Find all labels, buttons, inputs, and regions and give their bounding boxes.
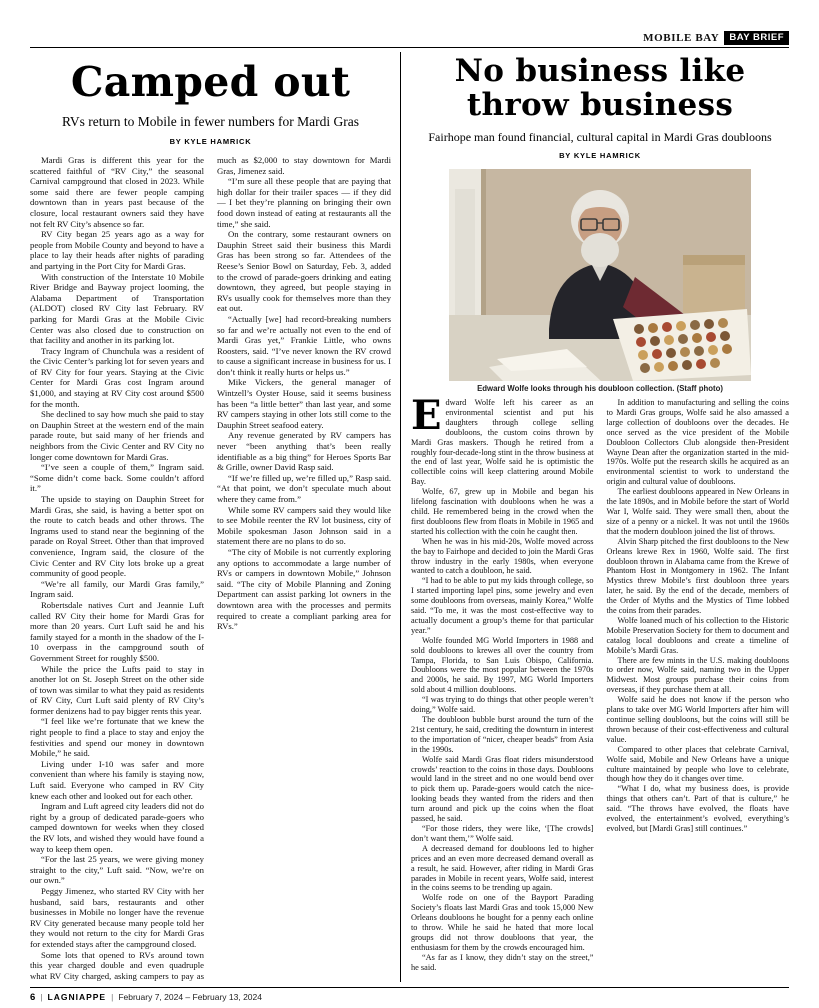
article-camped-out bbox=[30, 52, 400, 982]
body-paragraph: On the contrary, some restaurant owners on Dauphin Street said their business this Mardi Gras has been strong so far. Attendees of the Reese’s Senior Bowl on Saturday, Feb. 3, added to the crowd of parade-goers drinking and eating downtown, they agreed, but people staying in RVs usually cook for themselves more than they eat out. bbox=[217, 229, 391, 314]
body-paragraph: “What I do, what my business does, is provide things that others can’t. Part of that is culture,” he said. “The throws have evolved, the floats have evolved, the entertainment’s evolved, everything’s evolved, but [Mardi Gras] still continues.” bbox=[606, 784, 789, 833]
body-paragraph: While some RV campers said they would like to see Mobile reenter the RV lot business, city of Mobile spokesman Jason Johnson said in a statement there are no plans to do so. bbox=[217, 504, 391, 547]
body-paragraph: “I’ve seen a couple of them,” Ingram said. “Some didn’t come back. Some couldn’t afford it.” bbox=[30, 462, 204, 494]
footer-separator: | bbox=[40, 992, 43, 1002]
body-paragraph: Wolfe loaned much of his collection to the Historic Mobile Preservation Society for them to document and catalog local doubloons and create a timeline of Mobile’s Mardi Gras. bbox=[606, 615, 789, 655]
body-paragraph: In addition to manufacturing and selling the coins to Mardi Gras groups, Wolfe said he also amassed a large collection of doubloons over the decades. He once served as the vice president of the Mobile Doubloon Collectors Club alongside then-President Wayne Dean after the organization started in the mid-1970s. Wolfe put the research skills he acquired as an environmental scientist to work to understand the origin and cultural value of doubloons. bbox=[606, 398, 789, 487]
photo-caption: Edward Wolfe looks through his doubloon collection. (Staff photo) bbox=[477, 384, 723, 393]
footer-separator: | bbox=[111, 992, 114, 1002]
body-paragraph: Wolfe rode on one of the Bayport Parading Society’s floats last Mardi Gras and took 15,000 New Orleans doubloons he bought for a penny each online to throw. While he said he hated that more local groups did not throw doubloons that year, the enthusiasm for them by the crowds encouraged him. bbox=[411, 893, 594, 952]
footer-date-range: February 7, 2024 – February 13, 2024 bbox=[118, 992, 262, 1002]
body-paragraph: “As far as I know, they didn’t stay on the street,” he said. bbox=[411, 952, 594, 972]
body-paragraph: “I feel like we’re fortunate that we knew the right people to find a place to stay and enjoy the festivities and spend our money in downtown Mobile,” he said. bbox=[30, 716, 204, 759]
body-paragraph: When he was in his mid-20s, Wolfe moved across the bay to Fairhope and decided to join the Mardi Gras throw industry in the early 1980s, when everyone wanted to catch a doubloon, he said. bbox=[411, 536, 594, 576]
body-paragraph: She declined to say how much she paid to stay on Dauphin Street at the western end of the main parade route, but said many of her friends and neighbors from the Civic Center and RV City no longer come downtown for Mardi Gras. bbox=[30, 409, 204, 462]
body-paragraph: “I had to be able to put my kids through college, so I started importing lapel pins, some jewelry and even some doubloons from overseas, mainly Korea,” Wolfe said. “To me, it was the most cost-effective way to actually document a group’s theme for that particular year.” bbox=[411, 576, 594, 635]
body-paragraph: Alvin Sharp pitched the first doubloons to the New Orleans krewe Rex in 1960, Wolfe said. The first doubloon thrown in Alabama came from the Krewe of Phantom Host in Montgomery in 1962. The Infant Mystics threw Mobile’s first doubloon three years later, he said. By the end of the decade, members of the Order of Myths and the Mystics of Time lobbed the coins from their parades. bbox=[606, 536, 789, 616]
page-number: 6 bbox=[30, 992, 36, 1003]
body-paragraph: With construction of the Interstate 10 Mobile River Bridge and Bayway project looming, the Alabama Department of Transportation (ALDOT) closed RV City last February. RV parking for Mardi Gras at the Mobile Civic Center was also closed due to construction on that facility and another in its parking lot. bbox=[30, 271, 204, 346]
subhead-camped-out: RVs return to Mobile in fewer numbers for Mardi Gras bbox=[62, 114, 359, 129]
footer-rule bbox=[30, 987, 789, 988]
body-paragraph: Mike Vickers, the general manager of Wintzell’s Oyster House, said it seems business has been “a little better” than last year, and some RV campers staying in other lots still come to the Dauphin Street seafood eatery. bbox=[217, 377, 391, 430]
body-paragraph: The earliest doubloons appeared in New Orleans in the late 1890s, and in Mobile before the start of World War I, Wolfe said. They were small then, about the size of a penny or a nickel. It was not until the 1960s that the modern doubloon joined the list of throws. bbox=[606, 487, 789, 536]
publication-name: LAGNIAPPE bbox=[47, 992, 107, 1002]
body-paragraph: Living under I-10 was safer and more convenient than where his family is staying now, Luft said. Everyone who camped in RV City knew each other and looked out for each other. bbox=[30, 758, 204, 801]
body-paragraph: Peggy Jimenez, who started RV City with her husband, said bars, restaurants and other businesses in Mobile no longer have the revenue RV City generated because many people told her they would not return to the city for Mardi Gras for extended stays after the campground closed. bbox=[30, 885, 204, 949]
headline-camped-out: Camped out bbox=[70, 58, 351, 106]
headline-throw-business: No business like throw business bbox=[454, 53, 746, 123]
lead-text: dward Wolfe left his career as an environmental scientist and put his daughters through college selling doubloons, the custom coins thrown by Mardi Gras maskers. Though he retired from a roughly four-decade-long stint in the throw business at the end of last year, Wolfe said he is optimistic the collectible coins will keep clattering around Mobile Bay. bbox=[411, 398, 594, 487]
page-footer bbox=[30, 992, 262, 1003]
subhead-throw-business: Fairhope man found financial, cultural capital in Mardi Gras doubloons bbox=[428, 130, 772, 144]
body-paragraph: “For the last 25 years, we were giving money straight to the city,” Luft said. “Now, we’re on our own.” bbox=[30, 854, 204, 886]
body-paragraph: There are few mints in the U.S. making doubloons to order now, Wolfe said, naming two in the Upper Midwest. Most groups purchase their coins from overseas, if they purchase them at all. bbox=[606, 655, 789, 695]
body-paragraph: A decreased demand for doubloons led to higher prices and an even more decreased demand overall as a result, he said. However, after riding in Mardi Gras parades in Mobile in recent years, Wolfe said, interest in the coins seems to be trending up again. bbox=[411, 843, 594, 893]
body-paragraph: “Actually [we] had record-breaking numbers so far and we’re actually not even to the end of Mardi Gras yet,” Frankie Little, who owns Roosters, said. “I’ve never known the RV crowd to cause a significant increase in business for us. I don’t think it really hurts or helps us.” bbox=[217, 313, 391, 377]
byline-throw-business: BY KYLE HAMRICK bbox=[559, 151, 641, 160]
body-paragraph: Mardi Gras is different this year for the scattered faithful of “RV City,” the seasonal Carnival campground that closed in 2023. While some said there are fewer people camping downtown than in years past because of the closure, local restaurant owners said they have not felt RV City’s absence so far. bbox=[30, 155, 204, 229]
page-header bbox=[30, 0, 789, 45]
body-paragraph: Any revenue generated by RV campers has never “been anything that’s been really identifiable as a big thing” for Heroes Sports Bar & Grille, owner David Rasp said. bbox=[217, 430, 391, 473]
body-paragraph: Robertsdale natives Curt and Jeannie Luft called RV City their home for Mardi Gras for more than 20 years. Curt Luft said he and his family stayed for a month in the shadow of the I-10 overpass in the campground south of Government Street for roughly $500. bbox=[30, 599, 204, 663]
body-paragraph: Tracy Ingram of Chunchula was a resident of the Civic Center’s parking lot for seven years and of RV City for four years. Staying at the Civic Center for Mardi Gras cost Ingram around $1,000, and staying at RV City cost around $500 for the month. bbox=[30, 345, 204, 409]
body-paragraph: The upside to staying on Dauphin Street for Mardi Gras, she said, is having a better spot on the route to catch beads and other throws. The Ingrams used to stand near the beginning of the parade on Royal Street. Other than that improved convenience, Ingram said, the closure of the Civic Center and RV City lots broke up a great community of good people. bbox=[30, 494, 204, 579]
body-paragraph: Ingram and Luft agreed city leaders did not do right by a group of dedicated parade-goers who camped downtown for weeks when they closed the RV lots, and wished they would have found a way to keep them open. bbox=[30, 801, 204, 854]
body-paragraph: While the price the Lufts paid to stay in another lot on St. Joseph Street on the other side of town was similar to what they paid as residents of RV City, Curt Luft said plenty of RV City’s former denizens had to pay bigger rents this year. bbox=[30, 663, 204, 716]
doubloon-photo-image bbox=[449, 169, 751, 381]
body-paragraph: Wolfe said he does not know if the person who plans to take over MG World Importers after him will continue selling doubloons, but the coins will still be thrown because of their cost-effectiveness and cultural value. bbox=[606, 695, 789, 744]
article-body-throw-business bbox=[411, 398, 789, 974]
byline-camped-out: BY KYLE HAMRICK bbox=[169, 137, 252, 146]
body-paragraph: Wolfe said Mardi Gras float riders misunderstood crowds’ reaction to the coins in those days. Doubloons would land in the street and no one would bend over to pick them up. Parade-goers would catch the nice-looking beads they wanted from the riders and then turn around and pick up the coins when the float passed, he said. bbox=[411, 754, 594, 824]
article-body-camped-out bbox=[30, 155, 391, 982]
page-body bbox=[30, 52, 789, 982]
drop-cap: E bbox=[411, 398, 442, 439]
body-paragraph: “If we’re filled up, we’re filled up,” Rasp said. “At that point, we don’t speculate much about where they came from.” bbox=[217, 472, 391, 504]
article-photo bbox=[449, 169, 751, 393]
body-paragraph: Compared to other places that celebrate Carnival, Wolfe said, Mobile and New Orleans have a unique culture maintained by people who love to celebrate, though how they do it changes over time. bbox=[606, 744, 789, 784]
body-paragraph: “I was trying to do things that other people weren’t doing,” Wolfe said. bbox=[411, 695, 594, 715]
body-paragraph: “I’m sure all these people that are paying that high dollar for their trailer spaces — if they did — I bet they’re planning on bringing their own food down instead of eating at restaurants all the time,” she said. bbox=[217, 176, 391, 229]
body-paragraph: Wolfe founded MG World Importers in 1988 and sold doubloons to krewes all over the country from Tampa, Florida, to San Luis Obispo, California. Doubloons were the most popular between the 1970s and 2000s, he said. By 1997, MG World Importers sold about 4 million doubloons. bbox=[411, 635, 594, 695]
article-throw-business bbox=[400, 52, 789, 982]
body-paragraph: Wolfe, 67, grew up in Mobile and began his lifelong fascination with doubloons when he was a child. He remembered being in the crowd when the first doubloons flew from floats in Mobile in 1965 and started his collection with the coin he caught then. bbox=[411, 487, 594, 536]
body-paragraph: RV City began 25 years ago as a way for people from Mobile County and beyond to have a place to lay their heads after nights of parading and partying in the Port City for Mardi Gras. bbox=[30, 229, 204, 271]
lead-paragraph bbox=[411, 398, 594, 487]
body-paragraph: Some lots that opened to RVs around town this year charged double and even quadruple what RV City charged, asking campers to pay as much as $2,000 to stay downtown for Mardi Gras, Jimenez said. bbox=[30, 155, 391, 981]
edition-label: MOBILE BAY bbox=[643, 32, 720, 44]
body-paragraph: “We’re all family, our Mardi Gras family,” Ingram said. bbox=[30, 578, 204, 600]
body-paragraph: “The city of Mobile is not currently exploring any options to accommodate a large number of RVs or campers in downtown Mobile,” Johnson said. “The city of Mobile Planning and Zoning Department can assist parking lot owners in the downtown area with the processes and permits required to create a compliant parking area for RVs.” bbox=[217, 546, 391, 632]
section-badge: BAY BRIEF bbox=[724, 31, 789, 45]
body-paragraph: “For those riders, they were like, ‘[The crowds] don’t want them,’” Wolfe said. bbox=[411, 823, 594, 843]
header-rule bbox=[30, 47, 789, 48]
body-paragraph: The doubloon bubble burst around the turn of the 21st century, he said, crediting the downturn in interest to the importation of “nicer, cheaper beads” from Asia in the 1990s. bbox=[411, 715, 594, 754]
